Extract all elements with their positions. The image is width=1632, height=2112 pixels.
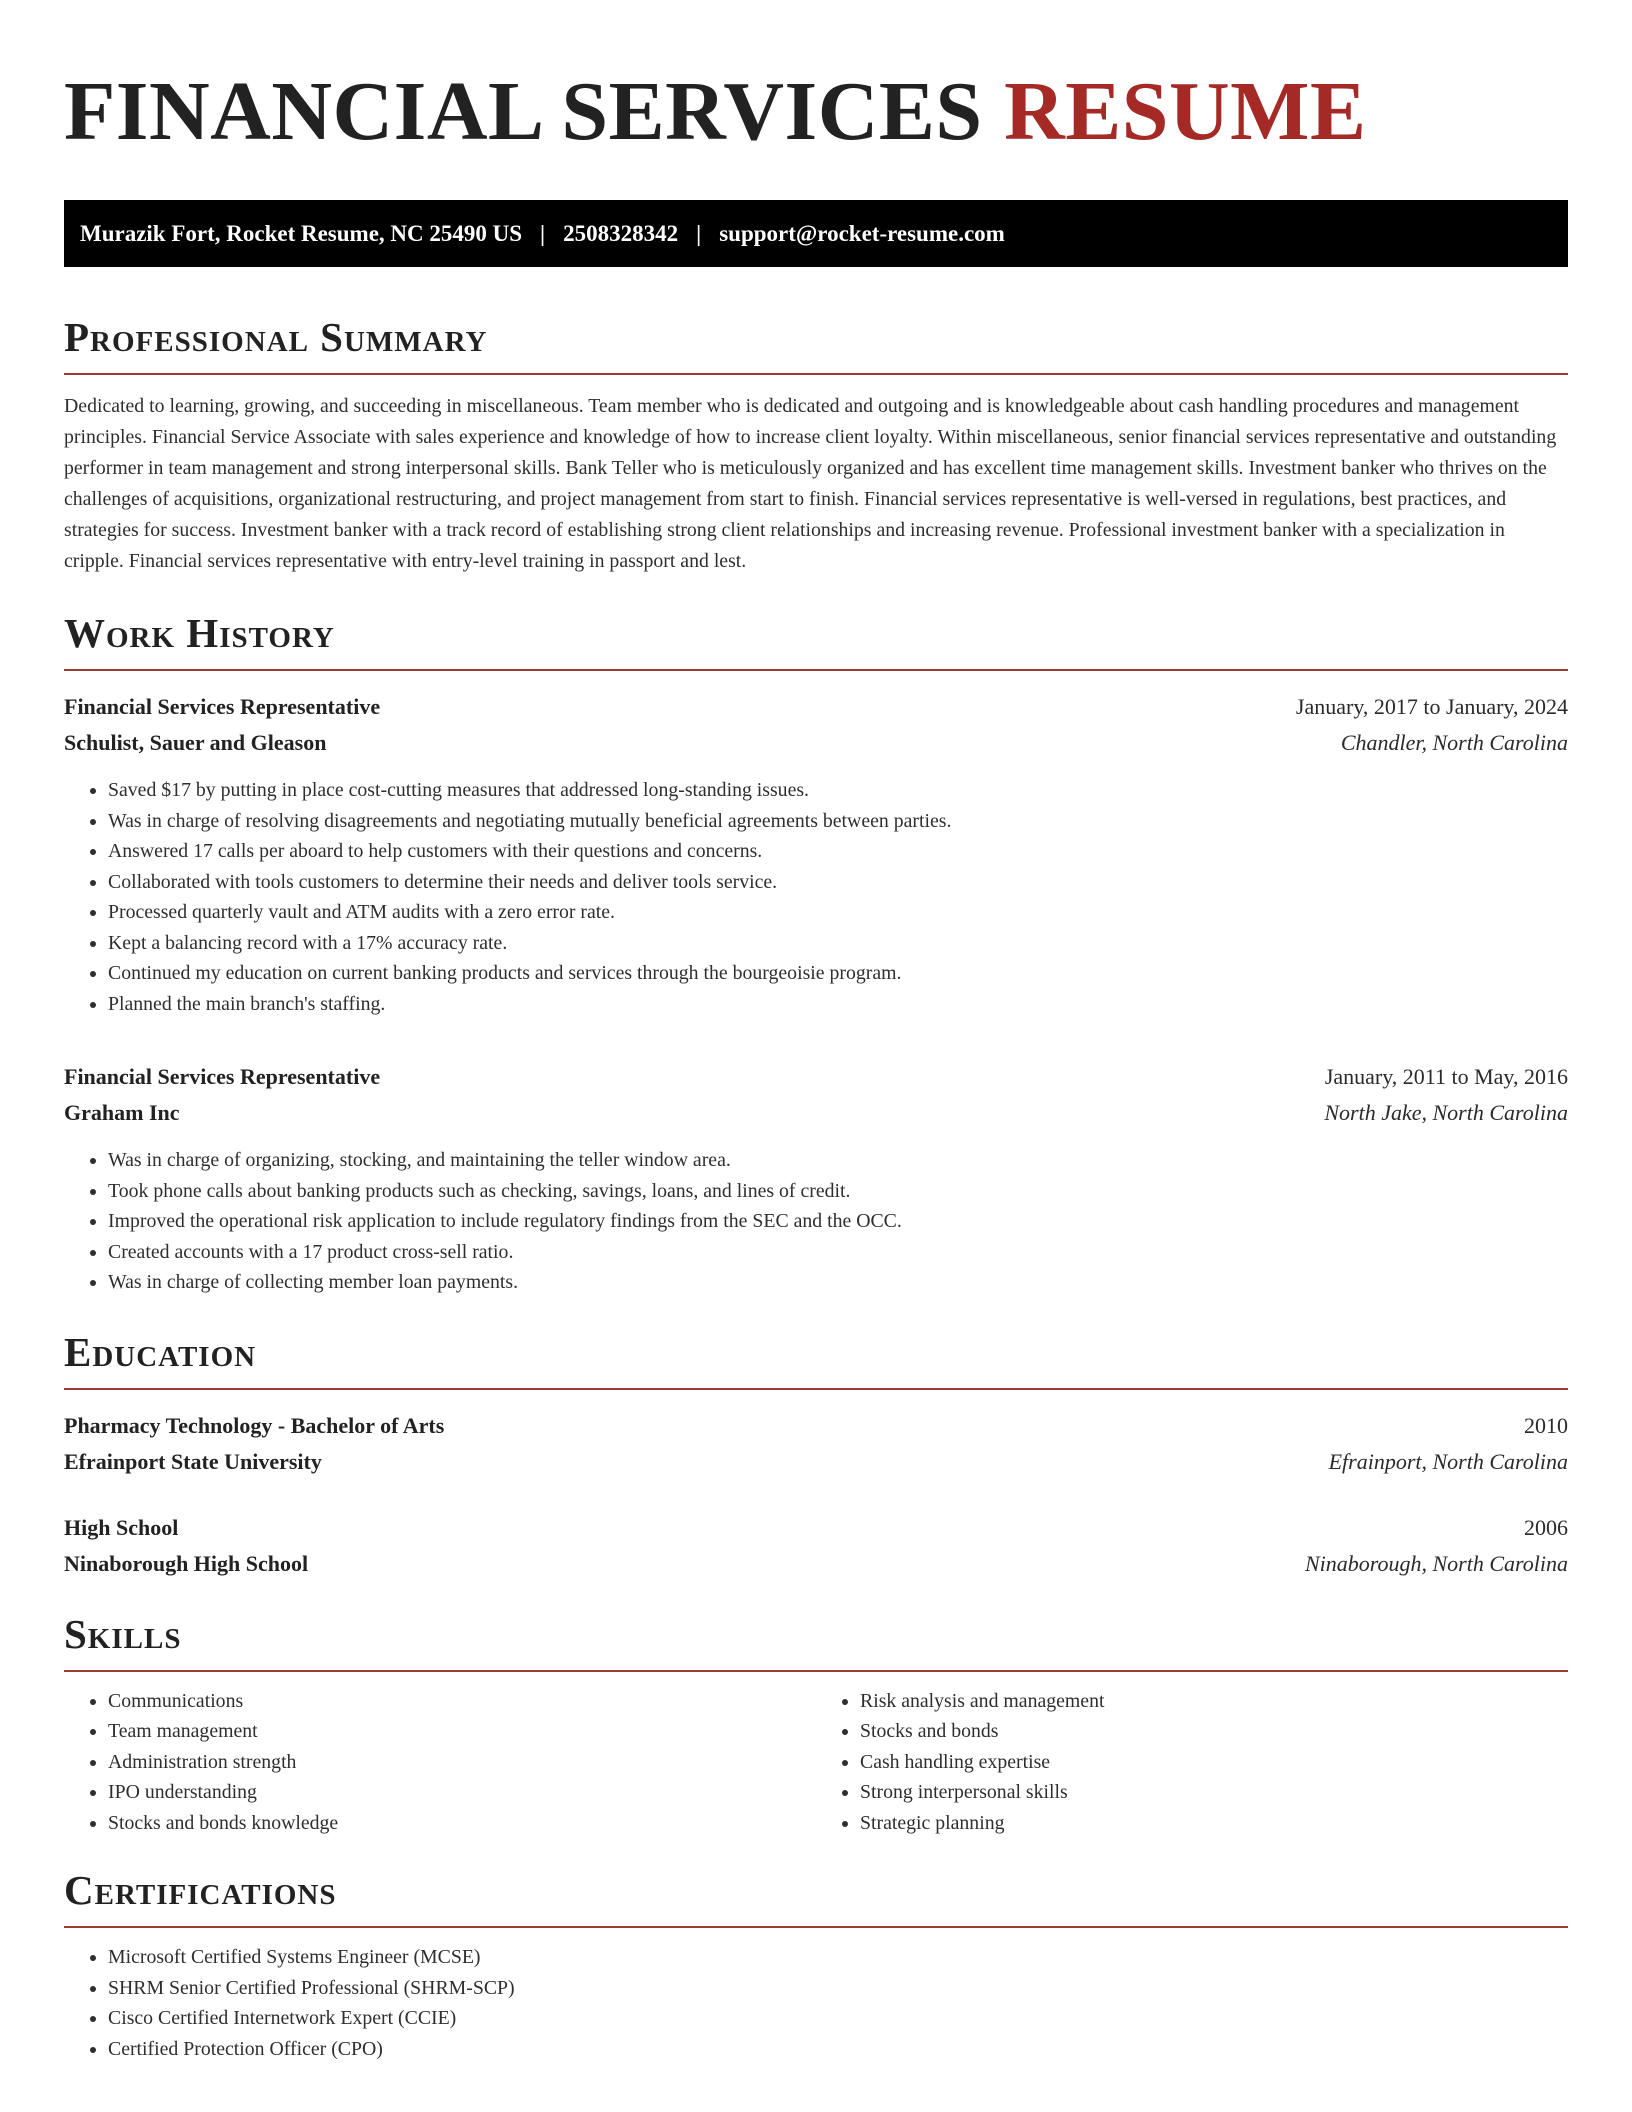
contact-bar: [64, 200, 1568, 267]
degree: High School: [64, 1514, 179, 1540]
list-item: • Answered 17 calls per aboard to help customers with their questions and concerns.: [108, 836, 1568, 867]
list-item: • Improved the operational risk application to include regulatory findings from the SEC and the OCC.: [108, 1206, 1568, 1237]
list-item: • Processed quarterly vault and ATM audits with a zero error rate.: [108, 897, 1568, 928]
list-item: • Was in charge of resolving disagreements and negotiating mutually beneficial agreements between parties.: [108, 806, 1568, 837]
education-entry: [64, 1408, 1568, 1480]
work-history-section: [64, 607, 1568, 1298]
list-item: • Cisco Certified Internetwork Expert (CCIE): [108, 2003, 1568, 2034]
contact-email[interactable]: support@rocket-resume.com: [719, 220, 1005, 246]
job-location: North Jake, North Carolina: [1324, 1100, 1568, 1125]
resume-title: [64, 48, 1568, 162]
job-location: Chandler, North Carolina: [1340, 730, 1568, 755]
list-item: • Took phone calls about banking products such as checking, savings, loans, and lines of credit.: [108, 1176, 1568, 1207]
contact-phone[interactable]: 2508328342: [563, 220, 679, 246]
certifications-section: [64, 1864, 1568, 2064]
job-title: Financial Services Representative: [64, 1064, 381, 1089]
list-item: • Continued my education on current banking products and services through the bourgeoisie program.: [108, 958, 1568, 989]
contact-address: Murazik Fort, Rocket Resume, NC 25490 US: [80, 220, 523, 246]
list-item: • Administration strength: [108, 1747, 816, 1778]
job-entry: [64, 689, 1568, 1019]
work-history-heading: Work History: [64, 607, 1568, 671]
list-item: • Collaborated with tools customers to determine their needs and deliver tools service.: [108, 867, 1568, 898]
education-section: [64, 1326, 1568, 1582]
school-row: [64, 1546, 1568, 1582]
title-accent: RESUME: [1004, 65, 1367, 158]
job-company-row: [64, 725, 1568, 761]
school-name: Efrainport State University: [64, 1448, 322, 1474]
job-company: Graham Inc: [64, 1100, 180, 1125]
contact-separator: |: [540, 220, 546, 246]
skills-heading: Skills: [64, 1608, 1568, 1672]
school-name: Ninaborough High School: [64, 1550, 309, 1576]
degree-row: [64, 1510, 1568, 1546]
list-item: • Strategic planning: [860, 1808, 1568, 1839]
list-item: • Microsoft Certified Systems Engineer (MCSE): [108, 1942, 1568, 1973]
list-item: • Team management: [108, 1716, 816, 1747]
job-dates: January, 2011 to May, 2016: [1324, 1064, 1568, 1089]
graduation-year: 2010: [1524, 1412, 1568, 1438]
job-title: Financial Services Representative: [64, 694, 381, 719]
list-item: • Saved $17 by putting in place cost-cutting measures that addressed long-standing issues.: [108, 775, 1568, 806]
summary-text: Dedicated to learning, growing, and succeeding in miscellaneous. Team member who is dedicated and outgoing and is knowledgeable about cash handling procedures and management principles. Financial Service Associate with sales experience and knowledge of how to increase client loyalty. Within miscellaneous, senior financial services representative and outstanding performer in team management and strong interpersonal skills. Bank Teller who is meticulously organized and has excellent time management skills. Investment banker who thrives on the challenges of acquisitions, organizational restructuring, and project management from start to finish. Financial services representative is well-versed in regulations, best practices, and strategies for success. Investment banker with a track record of establishing strong client relationships and increasing revenue. Professional investment banker with a specialization in cripple. Financial services representative with entry-level training in passport and lest.: [64, 395, 1557, 572]
education-heading: Education: [64, 1326, 1568, 1390]
list-item: • Stocks and bonds knowledge: [108, 1808, 816, 1839]
education-entry: [64, 1510, 1568, 1582]
job-title-row: [64, 1059, 1568, 1095]
skills-list-left: [64, 1686, 816, 1839]
list-item: • Strong interpersonal skills: [860, 1777, 1568, 1808]
job-entry: [64, 1059, 1568, 1298]
list-item: • Created accounts with a 17 product cross-sell ratio.: [108, 1237, 1568, 1268]
list-item: • Kept a balancing record with a 17% accuracy rate.: [108, 928, 1568, 959]
list-item: • Cash handling expertise: [860, 1747, 1568, 1778]
graduation-year: 2006: [1524, 1514, 1568, 1540]
list-item: • Was in charge of organizing, stocking, and maintaining the teller window area.: [108, 1145, 1568, 1176]
list-item: • Planned the main branch's staffing.: [108, 989, 1568, 1020]
degree: Pharmacy Technology - Bachelor of Arts: [64, 1412, 445, 1438]
summary-section: [64, 311, 1568, 577]
job-dates: January, 2017 to January, 2024: [1295, 694, 1568, 719]
job-company: Schulist, Sauer and Gleason: [64, 730, 327, 755]
job-bullets: [64, 1145, 1568, 1298]
list-item: • Communications: [108, 1686, 816, 1717]
school-location: Efrainport, North Carolina: [1328, 1448, 1568, 1474]
list-item: • IPO understanding: [108, 1777, 816, 1808]
certifications-heading: Certifications: [64, 1864, 1568, 1928]
degree-row: [64, 1408, 1568, 1444]
skills-section: [64, 1608, 1568, 1839]
list-item: • Was in charge of collecting member loan payments.: [108, 1267, 1568, 1298]
job-company-row: [64, 1095, 1568, 1131]
list-item: • Stocks and bonds: [860, 1716, 1568, 1747]
title-main: FINANCIAL SERVICES: [64, 65, 983, 158]
job-title-row: [64, 689, 1568, 725]
certifications-list: [64, 1942, 1568, 2064]
contact-separator: |: [696, 220, 702, 246]
skills-columns: [64, 1686, 1568, 1839]
list-item: • SHRM Senior Certified Professional (SHRM-SCP): [108, 1973, 1568, 2004]
school-row: [64, 1444, 1568, 1480]
skills-list-right: [816, 1686, 1568, 1839]
school-location: Ninaborough, North Carolina: [1304, 1550, 1568, 1576]
list-item: • Risk analysis and management: [860, 1686, 1568, 1717]
summary-heading: Professional Summary: [64, 311, 1568, 375]
list-item: • Certified Protection Officer (CPO): [108, 2034, 1568, 2065]
job-bullets: [64, 775, 1568, 1019]
